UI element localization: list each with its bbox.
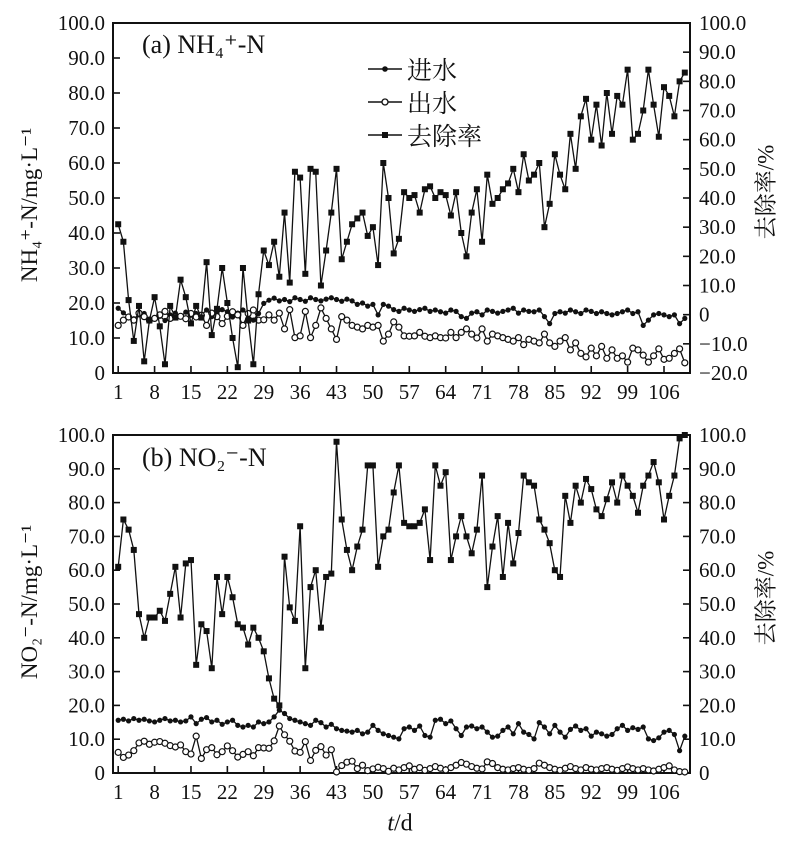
svg-text:43: 43 [326, 780, 348, 804]
svg-text:36: 36 [289, 380, 311, 404]
svg-text:50.0: 50.0 [699, 156, 736, 181]
panel-b-left-axis-title: NO₂⁻-N/mg·L⁻¹ [17, 524, 42, 680]
svg-text:64: 64 [435, 380, 457, 404]
svg-text:−20.0: −20.0 [699, 361, 748, 385]
svg-text:57: 57 [398, 780, 420, 804]
svg-text:22: 22 [216, 380, 238, 404]
panel-a-right-axis-title: 去除率/% [753, 144, 779, 240]
svg-text:15: 15 [180, 380, 202, 404]
svg-text:70.0: 70.0 [68, 524, 105, 549]
svg-text:70.0: 70.0 [699, 524, 736, 549]
svg-text:40.0: 40.0 [699, 625, 736, 650]
legend-item-removal-rate [368, 118, 482, 151]
svg-text:85: 85 [544, 780, 566, 804]
svg-text:100.0: 100.0 [57, 11, 105, 35]
svg-text:20.0: 20.0 [68, 693, 105, 718]
filled-circle-marker-icon [368, 63, 402, 75]
svg-text:20.0: 20.0 [699, 244, 736, 269]
legend-label-effluent: 出水 [407, 90, 458, 118]
svg-text:15: 15 [180, 780, 202, 804]
panel-a-title: (a) NH₄⁺-N [142, 30, 266, 59]
svg-text:80.0: 80.0 [68, 81, 105, 105]
svg-text:10.0: 10.0 [699, 273, 736, 298]
svg-text:106: 106 [648, 380, 680, 404]
svg-text:10.0: 10.0 [699, 727, 736, 752]
svg-text:60.0: 60.0 [699, 127, 736, 152]
panel-b-title: (b) NO₂⁻-N [142, 443, 267, 472]
svg-text:90.0: 90.0 [68, 456, 105, 481]
open-circle-marker-icon [368, 96, 402, 108]
legend-label-influent: 进水 [407, 57, 458, 85]
svg-text:90.0: 90.0 [699, 456, 736, 481]
svg-text:90.0: 90.0 [68, 46, 105, 70]
svg-text:29: 29 [253, 380, 275, 404]
svg-text:99: 99 [617, 380, 639, 404]
svg-text:40.0: 40.0 [699, 186, 736, 210]
svg-text:10.0: 10.0 [68, 727, 105, 752]
svg-text:36: 36 [289, 780, 311, 804]
svg-text:0: 0 [94, 361, 105, 385]
svg-text:0: 0 [699, 761, 710, 785]
svg-text:8: 8 [149, 380, 160, 404]
svg-text:50.0: 50.0 [68, 592, 105, 616]
svg-text:80.0: 80.0 [699, 490, 736, 515]
svg-text:0: 0 [699, 302, 710, 327]
svg-text:50: 50 [362, 380, 384, 404]
svg-text:1: 1 [112, 780, 124, 804]
svg-text:78: 78 [507, 780, 529, 804]
svg-text:106: 106 [648, 780, 680, 804]
svg-text:50: 50 [362, 780, 384, 804]
svg-text:100.0: 100.0 [699, 11, 747, 35]
svg-text:60.0: 60.0 [699, 558, 736, 583]
svg-text:1: 1 [112, 380, 124, 404]
panel-b-right-axis-title: 去除率/% [753, 550, 779, 646]
svg-text:40.0: 40.0 [68, 221, 105, 245]
svg-text:22: 22 [216, 780, 238, 804]
svg-text:100.0: 100.0 [699, 423, 747, 447]
svg-text:64: 64 [435, 780, 457, 804]
legend-item-effluent [368, 85, 482, 118]
svg-text:30.0: 30.0 [699, 659, 736, 684]
svg-text:57: 57 [398, 380, 420, 404]
svg-text:50.0: 50.0 [699, 592, 736, 616]
svg-text:30.0: 30.0 [699, 215, 736, 240]
svg-text:70.0: 70.0 [699, 98, 736, 123]
svg-text:60.0: 60.0 [68, 558, 105, 583]
svg-text:70.0: 70.0 [68, 116, 105, 140]
filled-square-marker-icon [368, 129, 402, 141]
svg-text:30.0: 30.0 [68, 256, 105, 280]
svg-text:20.0: 20.0 [699, 693, 736, 718]
svg-text:92: 92 [580, 380, 602, 404]
svg-text:85: 85 [544, 380, 566, 404]
panel-a-left-axis-title: NH₄⁺-N/mg·L⁻¹ [17, 127, 42, 283]
svg-text:80.0: 80.0 [699, 69, 736, 94]
svg-text:43: 43 [326, 380, 348, 404]
svg-text:50.0: 50.0 [68, 186, 105, 210]
svg-text:78: 78 [507, 380, 529, 404]
svg-text:10.0: 10.0 [68, 326, 105, 350]
svg-text:−10.0: −10.0 [699, 331, 748, 356]
legend-label-removal-rate: 去除率 [407, 123, 483, 151]
svg-text:40.0: 40.0 [68, 625, 105, 650]
svg-text:0: 0 [94, 761, 105, 785]
svg-text:99: 99 [617, 780, 639, 804]
legend [368, 52, 482, 151]
x-axis-title-unit: /d [394, 810, 413, 837]
svg-text:92: 92 [580, 780, 602, 804]
svg-text:71: 71 [471, 780, 493, 804]
svg-text:29: 29 [253, 780, 275, 804]
x-axis-title-variable: t [387, 810, 394, 837]
svg-text:60.0: 60.0 [68, 151, 105, 175]
x-axis-title [387, 811, 412, 838]
svg-text:8: 8 [149, 780, 160, 804]
legend-item-influent [368, 52, 482, 85]
svg-text:80.0: 80.0 [68, 490, 105, 515]
svg-text:30.0: 30.0 [68, 659, 105, 684]
svg-text:71: 71 [471, 380, 493, 404]
svg-text:20.0: 20.0 [68, 291, 105, 315]
svg-text:100.0: 100.0 [57, 423, 105, 447]
svg-text:90.0: 90.0 [699, 40, 736, 65]
